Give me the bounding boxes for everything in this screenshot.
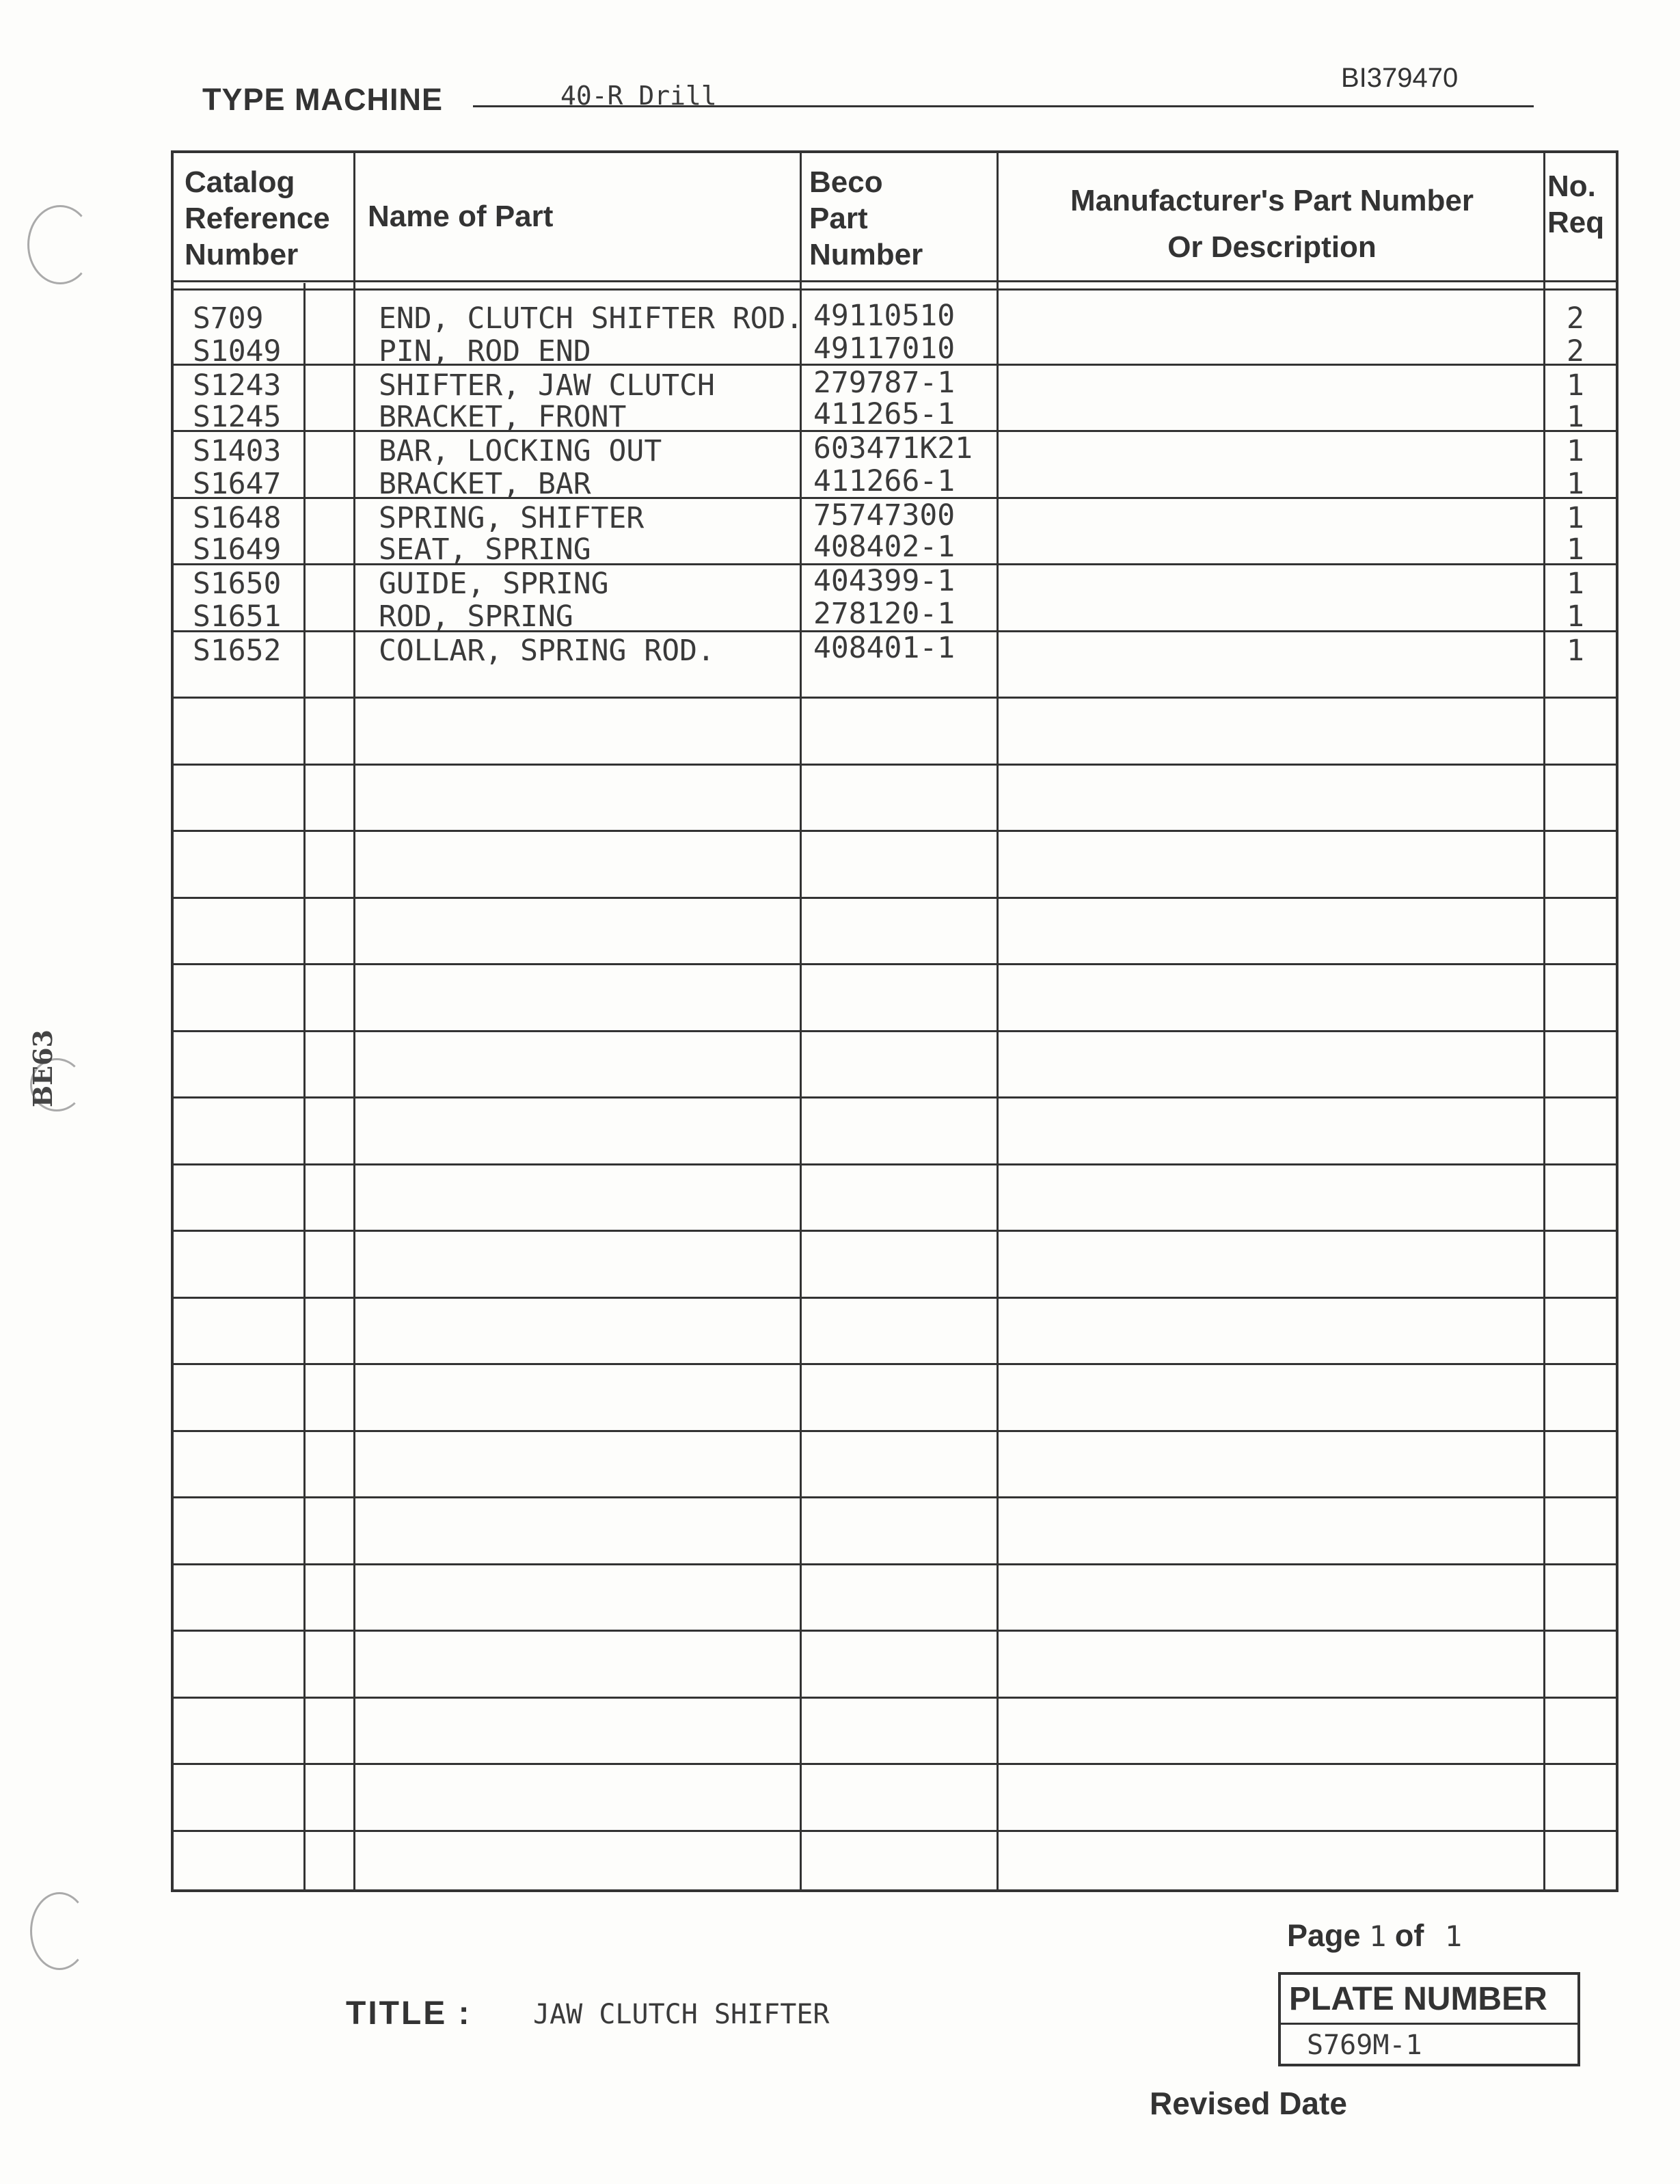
row-line [174,1163,1618,1165]
row-line [174,1763,1618,1765]
req-count: 1 [1567,400,1584,434]
row-line [174,963,1618,965]
beco-number: 49117010 [813,332,956,366]
catalog-number: S1403 [193,434,282,468]
catalog-number: S1243 [193,368,282,403]
row-line [174,1563,1618,1565]
document-id: BI379470 [1341,63,1459,93]
part-name: GUIDE, SPRING [379,567,609,601]
plate-number-value: S769M-1 [1307,2030,1422,2061]
part-name: SEAT, SPRING [379,532,591,567]
catalog-number: S1245 [193,400,282,434]
beco-number: 278120-1 [813,597,956,631]
row-line [174,1630,1618,1632]
title-label: TITLE : [346,1995,472,2032]
part-name: SPRING, SHIFTER [379,501,645,535]
part-name: BRACKET, FRONT [379,400,627,434]
beco-number: 603471K21 [813,431,973,466]
header-manufacturer: Manufacturer's Part Number Or Description [1070,184,1474,264]
beco-number: 75747300 [813,498,956,532]
parts-table [171,150,1618,1892]
revised-date-label: Revised Date [1150,2086,1347,2121]
row-line [174,1096,1618,1098]
title-value: JAW CLUTCH SHIFTER [533,1999,830,2030]
part-name: END, CLUTCH SHIFTER ROD. [379,301,804,336]
catalog-number: S1651 [193,599,282,634]
req-count: 1 [1567,501,1584,535]
part-name: ROD, SPRING [379,599,573,634]
col-divider-sub [303,283,306,1892]
catalog-number: S1650 [193,567,282,601]
beco-number: 411265-1 [813,397,956,431]
row-line [174,697,1618,699]
catalog-number: S1647 [193,467,282,501]
page-number: 1 [1369,1919,1387,1953]
page-total: 1 [1444,1919,1463,1953]
beco-number: 404399-1 [813,564,956,598]
req-count: 1 [1567,599,1584,634]
part-name: BAR, LOCKING OUT [379,434,662,468]
req-count: 2 [1567,334,1584,368]
beco-number: 279787-1 [813,366,956,400]
type-machine-label: TYPE MACHINE [202,82,444,117]
row-line [174,1496,1618,1498]
beco-number: 408401-1 [813,631,956,665]
type-machine-value: 40-R Drill [560,81,717,111]
side-mark: BE63 [27,1029,58,1107]
catalog-number: S1049 [193,334,282,368]
beco-number: 408402-1 [813,530,956,564]
plate-number-box [1278,1972,1580,2066]
header-name: Name of Part [368,200,554,233]
plate-divider [1281,2023,1577,2025]
catalog-number: S1648 [193,501,282,535]
req-count: 1 [1567,634,1584,668]
part-name: COLLAR, SPRING ROD. [379,634,715,668]
req-count: 1 [1567,434,1584,468]
part-name: BRACKET, BAR [379,467,591,501]
row-line [174,1830,1618,1832]
row-line [174,1697,1618,1699]
header-req: No. Req [1547,170,1605,239]
header-beco: Beco Part Number [809,165,923,271]
req-count: 1 [1567,368,1584,403]
row-line [174,1230,1618,1232]
plate-number-label: PLATE NUMBER [1289,1981,1547,2017]
header-catalog: Catalog Reference Number [185,165,330,271]
binder-hole-top [27,205,93,284]
req-count: 1 [1567,567,1584,601]
catalog-number: S1649 [193,532,282,567]
row-line [174,830,1618,832]
beco-number: 411266-1 [813,464,956,498]
req-count: 1 [1567,467,1584,501]
row-line [174,1363,1618,1365]
row-line [174,764,1618,766]
header-separator-top [174,280,1618,282]
row-line [174,1297,1618,1299]
req-count: 2 [1567,301,1584,336]
binder-hole-bottom [30,1892,89,1970]
row-line [174,897,1618,899]
header-separator-bottom [174,288,1618,291]
row-line [174,1030,1618,1032]
part-name: PIN, ROD END [379,334,591,368]
req-count: 1 [1567,532,1584,567]
part-name: SHIFTER, JAW CLUTCH [379,368,715,403]
beco-number: 49110510 [813,299,956,333]
row-line [174,1430,1618,1432]
page-indicator: Page 1 of 1 [1287,1918,1463,1953]
catalog-number: S1652 [193,634,282,668]
catalog-number: S709 [193,301,264,336]
